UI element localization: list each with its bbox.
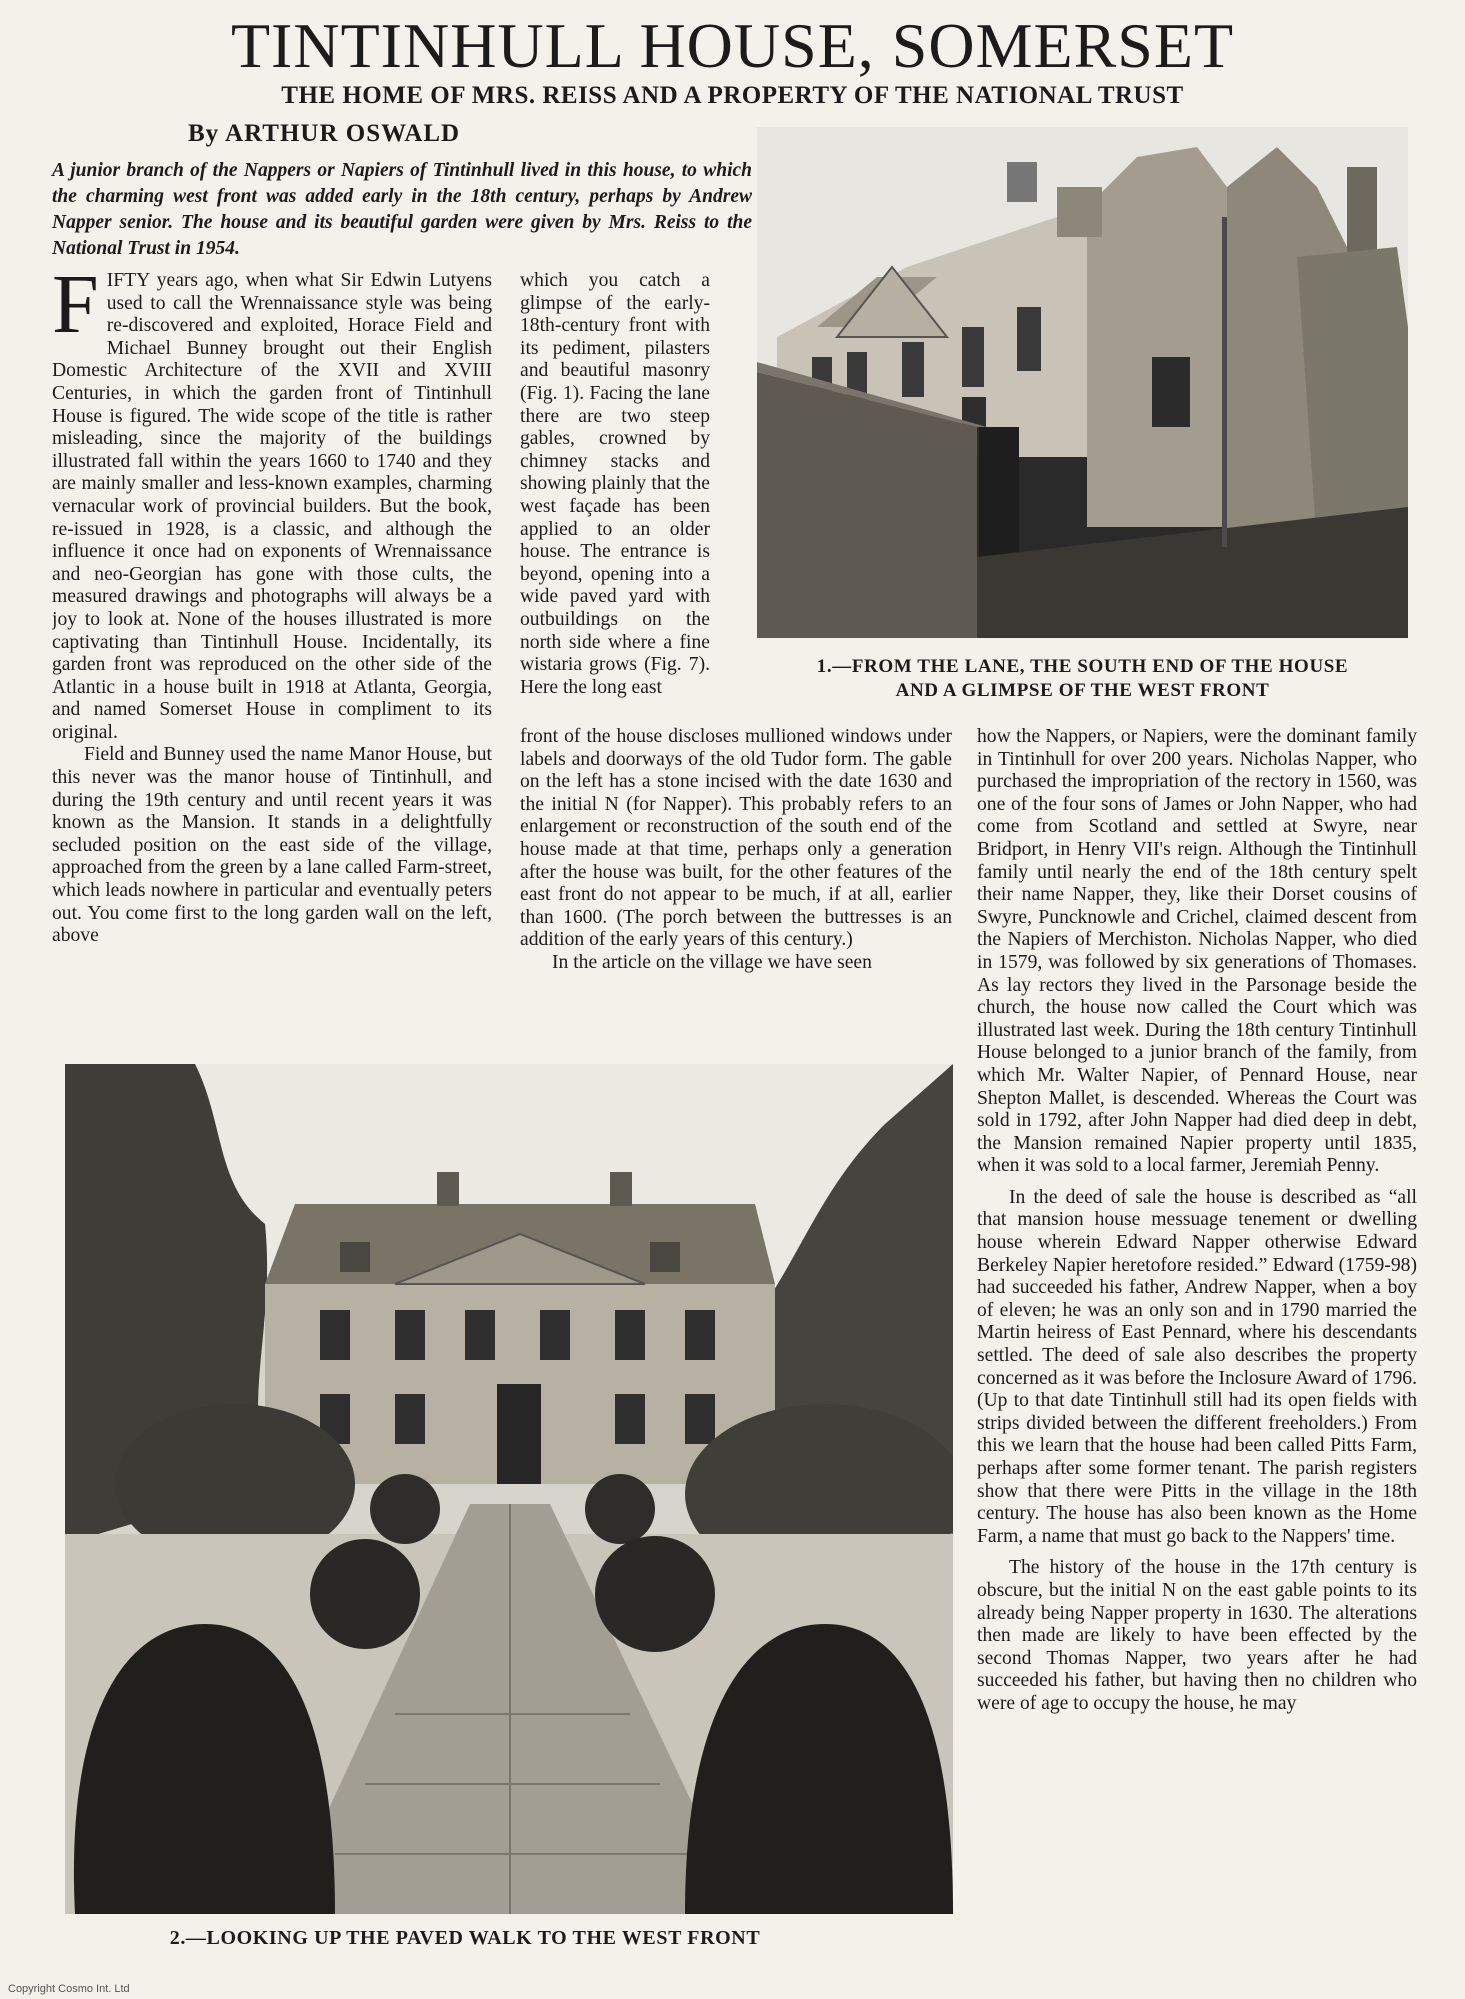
column-2-narrow: [520, 270, 710, 726]
article-title: TINTINHULL HOUSE, SOMERSET: [230, 10, 1235, 81]
copyright-notice: Copyright Cosmo Int. Ltd: [8, 1983, 130, 1995]
figure-2-photo: [65, 1064, 953, 1914]
col3-para-3: The history of the house in the 17th century is obscure, but the initial N on the east gable points to its already being Napper property in 1630. The alterations then made are likely to have been effected by the second Thomas Napper, two years after he had succeeded his father, but having then no children who were of age to occupy the house, he may: [977, 1557, 1417, 1714]
byline: By ARTHUR OSWALD: [188, 120, 461, 147]
col2-wide-para-2: In the article on the village we have seen: [552, 951, 872, 973]
figure-1-caption-line-1: 1.—FROM THE LANE, THE SOUTH END OF THE HOUSE: [816, 656, 1349, 677]
drop-cap: F: [52, 270, 99, 351]
article-subtitle: THE HOME OF MRS. REISS AND A PROPERTY OF THE NATIONAL TRUST: [281, 82, 1184, 109]
column-3: [977, 726, 1417, 1962]
col1-para-2: Field and Bunney used the name Manor House, but this never was the manor house of Tintinhull, and during the 19th century and until recent years it was known as the Mansion. It stands in a delightfully secluded position on the east side of the village, approached from the green by a lane called Farm-street, which leads nowhere in particular and eventually peters out. You come first to the long garden wall on the left, above: [52, 744, 492, 947]
figure-1-caption-line-2: AND A GLIMPSE OF THE WEST FRONT: [895, 680, 1270, 701]
column-2-wide: [520, 726, 952, 1066]
col2-wide-para-1: front of the house discloses mullioned windows under labels and doorways of the old Tudor form. The gable on the left has a stone incised with the date 1630 and the initial N (for Napper). This probably refers to an enlargement or reconstruction of the south end of the house made at that time, perhaps only a generation after the house was built, for the other features of the east front do not appear to be much, if at all, earlier than 1600. (The porch between the buttresses is an addition of the early years of this century.): [520, 726, 952, 951]
col3-para-1: how the Nappers, or Napiers, were the dominant family in Tintinhull for over 200 years. Nicholas Napper, who purchased the impropriation of the rectory in 1560, was one of the four sons of James or John Napper, who had come from Scotland and settled at Swyre, near Bridport, in Henry VII's reign. Although the Tintinhull family until nearly the end of the 18th century spelt their name Napper, they, like their Dorset cousins of Swyre, Puncknowle and Crichel, claimed descent from the Napiers of Merchiston. Nicholas Napper, who died in 1579, was followed by six generations of Thomases. As lay rectors they lived in the Parsonage beside the church, the house now called the Court which was illustrated last week. During the 18th century Tintinhull House belonged to a junior branch of the family, from which Mr. Walter Napier, of Pennard House, near Shepton Mallet, is descended. Whereas the Court was sold in 1792, after John Napper had died deep in debt, the Mansion remained Napier property until 1835, when it was sold to a local farmer, Jeremiah Penny.: [977, 726, 1417, 1177]
figure-1-photo: [757, 127, 1408, 638]
col3-para-2: In the deed of sale the house is described as “all that mansion house messuage tenement or dwelling house wherein Edward Napper otherwise Edward Berkeley Napier heretofore resided.” Edward (1759-98) had succeeded his father, Andrew Napper, when a boy of eleven; he was an only son and in 1790 married the Martin heiress of East Pennard, where his descendants settled. The deed of sale also describes the property concerned as it was before the Inclosure Award of 1796. (Up to that date Tintinhull still had its open fields with strips divided between the different freeholders.) From this we learn that the house had been called Pitts Farm, perhaps after some former tenant. The parish registers show that there were Pitts in the village in the 18th century. The house has also been known as the Home Farm, a name that must go back to the Nappers' time.: [977, 1186, 1417, 1547]
garden-walk-illustration: [65, 1064, 953, 1914]
standfirst: A junior branch of the Nappers or Napiers of Tintinhull lived in this house, to which the charming west front was added early in the 18th century, perhaps by Andrew Napper senior. The house and its beautiful garden were given by Mrs. Reiss to the National Trust in 1954.: [52, 160, 752, 259]
figure-2-caption: 2.—LOOKING UP THE PAVED WALK TO THE WEST FRONT: [169, 1927, 761, 1949]
col1-para-1-text: IFTY years ago, when what Sir Edwin Lutyens used to call the Wrennaissance style was being re-discovered and exploited, Horace Field and Michael Bunney brought out their English Domestic Architecture of the XVII and XVIII Centuries, in which the garden front of Tintinhull House is figured. The wide scope of the title is rather misleading, since the majority of the buildings illustrated fall within the years 1660 to 1740 and they are mainly smaller and less-known examples, charming vernacular work of provincial builders. But the book, re-issued in 1928, is a classic, and although the influence it once had on exponents of Wrennaissance and neo-Georgian has gone with those cults, the measured drawings and photographs will always be a joy to look at. None of the houses illustrated is more captivating than Tintinhull House. Incidentally, its garden front was reproduced on the other side of the Atlantic in a house built in 1918 at Atlanta, Georgia, and named Somerset House in compliment to its original.: [52, 270, 492, 743]
col1-para-1: [52, 270, 492, 744]
column-1: [52, 270, 492, 1063]
col2-narrow-para: which you catch a glimpse of the early-18th-century front with its pediment, pilasters and beautiful masonry (Fig. 1). Facing the lane there are two steep gables, crowned by chimney stacks and showing plainly that the west façade has been applied to an older house. The entrance is beyond, opening into a wide paved yard with outbuildings on the north side where a fine wistaria grows (Fig. 7). Here the long east: [520, 270, 710, 698]
house-lane-illustration: [757, 127, 1408, 638]
